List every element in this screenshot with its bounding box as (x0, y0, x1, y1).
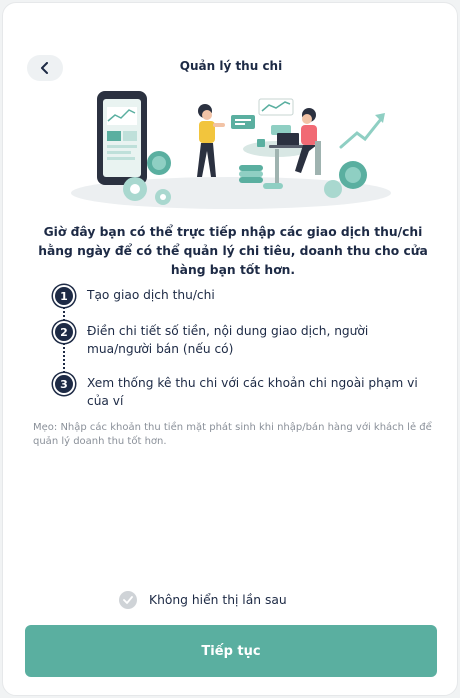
page-title: Quản lý thu chi (179, 59, 283, 73)
dont-show-again-label: Không hiển thị lần sau (149, 593, 287, 607)
step-number: 1 (53, 285, 75, 307)
step-text: Xem thống kê thu chi với các khoản chi ngoài phạm vi của ví (87, 376, 418, 408)
headline: Giờ đây bạn có thể trực tiếp nhập các giao dịch thu/chi hằng ngày để có thể quản lý chi tiêu, doanh thu cho cửa hàng bạn tốt hơn. (38, 225, 428, 277)
step-item (53, 321, 423, 358)
step-text: Điền chi tiết số tiền, nội dung giao dịch, người mua/người bán (nếu có) (87, 324, 369, 356)
step-number: 2 (53, 321, 75, 343)
header (3, 47, 459, 87)
tip-text: Mẹo: Nhập các khoản thu tiền mặt phát sinh khi nhập/bán hàng với khách lẻ để quản lý doanh thu tốt hơn. (33, 422, 432, 447)
onboarding-card (2, 2, 458, 696)
dont-show-again-toggle[interactable] (119, 591, 287, 609)
step-item (53, 285, 423, 307)
finance-management-illustration (63, 85, 399, 211)
continue-button[interactable]: Tiếp tục (25, 625, 437, 677)
step-item (53, 373, 423, 410)
checkmark-icon[interactable] (119, 591, 137, 609)
step-text: Tạo giao dịch thu/chi (87, 288, 215, 302)
step-number: 3 (53, 373, 75, 395)
